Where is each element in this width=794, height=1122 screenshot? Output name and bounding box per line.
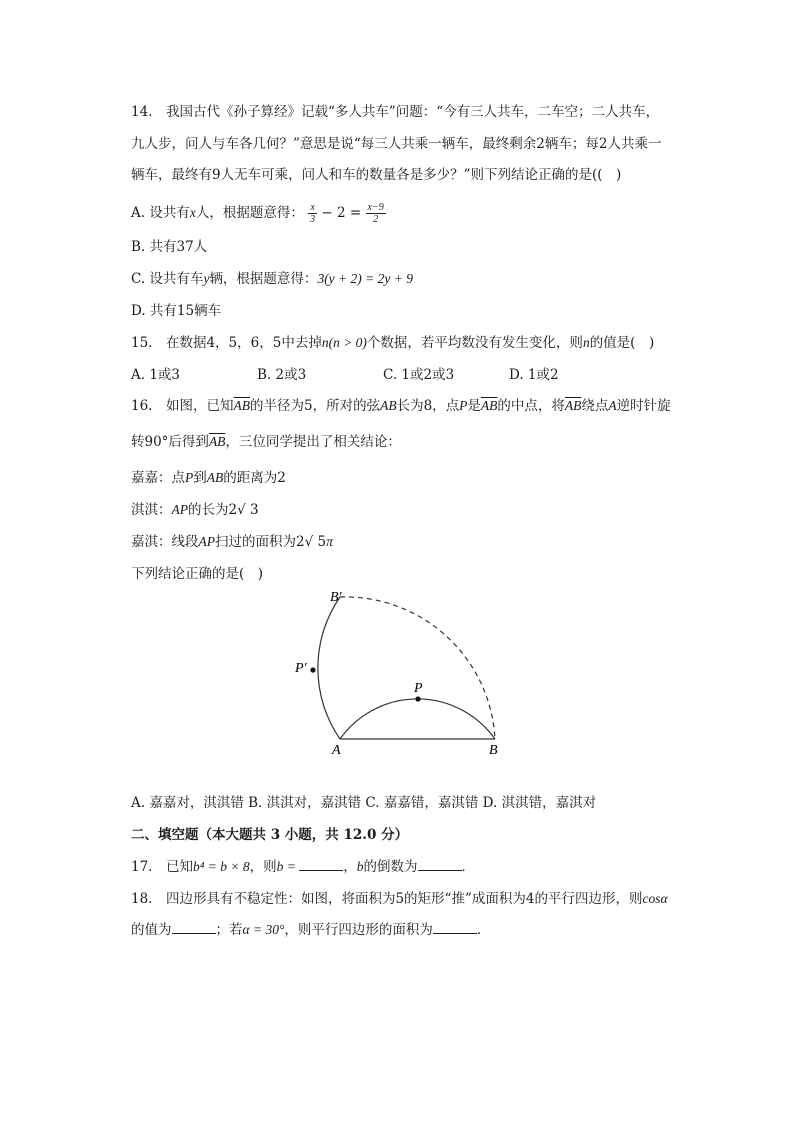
fraction-x-over-3: $\frac{x}{3}$	[310, 202, 316, 225]
label-b-prime: B′	[330, 590, 342, 605]
q14-option-a: A. 设共有x人，根据题意得： $\frac{x}{3}$ − 2 = $\frac{x-9}{2}$	[131, 202, 384, 225]
arc-a-to-b-prime	[318, 597, 340, 739]
q18-blank-1[interactable]	[172, 921, 216, 934]
label-a: A	[332, 743, 341, 758]
q16-qiqi: 淇淇：AP的长为2√ 3	[131, 502, 259, 518]
q16-geometry-figure	[290, 588, 520, 768]
arc-ab: $\overline{AB}$	[208, 434, 226, 449]
q16-options: A. 嘉嘉对，淇淇错 B. 淇淇对，嘉淇错 C. 嘉嘉错，嘉淇错 D. 淇淇错，嘉淇对	[131, 795, 597, 811]
q14-line-1: 14. 我国古代《孙子算经》记载“多人共车”问题：“今有三人共车，二车空；二人共车，	[131, 104, 660, 120]
arc-ab: $\overline{AB}$	[480, 398, 498, 413]
label-p-prime: P′	[295, 661, 307, 676]
q16-line-1: 16. 如图，已知$\overline{AB}$的半径为5，所对的弦AB长为8，点P是$\overline{AB}$的中点，将$\overline{AB}$绕点A逆时针旋	[131, 398, 671, 414]
label-b: B	[489, 743, 498, 758]
q14-line-2: 九人步，问人与车各几何？”意思是说“每三人共乘一辆车，最终剩余2辆车；每2人共乘一	[131, 136, 662, 152]
arc-ab-through-p	[340, 699, 495, 739]
q15-stem: 15. 在数据4，5，6，5中去掉n(n > 0)个数据，若平均数没有发生变化，则n的值是( )	[131, 335, 655, 351]
section-fill-in-blank-title: 二、填空题（本大题共 3 小题，共 12.0 分）	[131, 827, 409, 843]
q14-line-3: 辆车，最终有9人无车可乘，问人和车的数量各是多少？”则下列结论正确的是(( )	[131, 167, 622, 183]
arc-b-prime-to-b-dashed	[340, 597, 495, 739]
q17-blank-2[interactable]	[418, 858, 462, 871]
q16-jiajia: 嘉嘉：点P到AB的距离为2	[131, 470, 286, 486]
arc-ab: $\overline{AB}$	[564, 398, 582, 413]
q16-line-2: 转90°后得到$\overline{AB}$，三位同学提出了相关结论：	[131, 434, 401, 450]
arc-ab: $\overline{AB}$	[233, 398, 250, 413]
point-p-prime	[310, 667, 315, 672]
q14-option-b: B. 共有37人	[131, 239, 208, 255]
point-p	[415, 696, 420, 701]
q17: 17. 已知b⁴ = b × 8，则b = ，b的倒数为 ．	[131, 859, 476, 875]
q18-line-1: 18. 四边形具有不稳定性：如图，将面积为5的矩形“推”成面积为4的平行四边形，则cosα	[131, 891, 668, 907]
q16-question: 下列结论正确的是( )	[131, 566, 264, 582]
q17-blank-1[interactable]	[299, 858, 343, 871]
q15-option-a: A. 1或3	[131, 367, 181, 383]
label-p: P	[414, 681, 423, 696]
q15-option-c: C. 1或2或3	[383, 367, 455, 383]
q14-option-d: D. 共有15辆车	[131, 303, 222, 319]
q14-option-c: C. 设共有车y辆，根据题意得：3(y + 2) = 2y + 9	[131, 271, 413, 287]
q15-option-b: B. 2或3	[257, 367, 307, 383]
q16-jiaqi: 嘉淇：线段AP扫过的面积为2√ 5π	[131, 534, 333, 550]
q18-blank-2[interactable]	[433, 921, 477, 934]
fraction-x-minus-9-over-2: $\frac{x-9}{2}$	[367, 202, 384, 225]
q18-line-2: 的值为 ；若α = 30°，则平行四边形的面积为 ．	[131, 922, 491, 938]
q15-option-d: D. 1或2	[509, 367, 559, 383]
